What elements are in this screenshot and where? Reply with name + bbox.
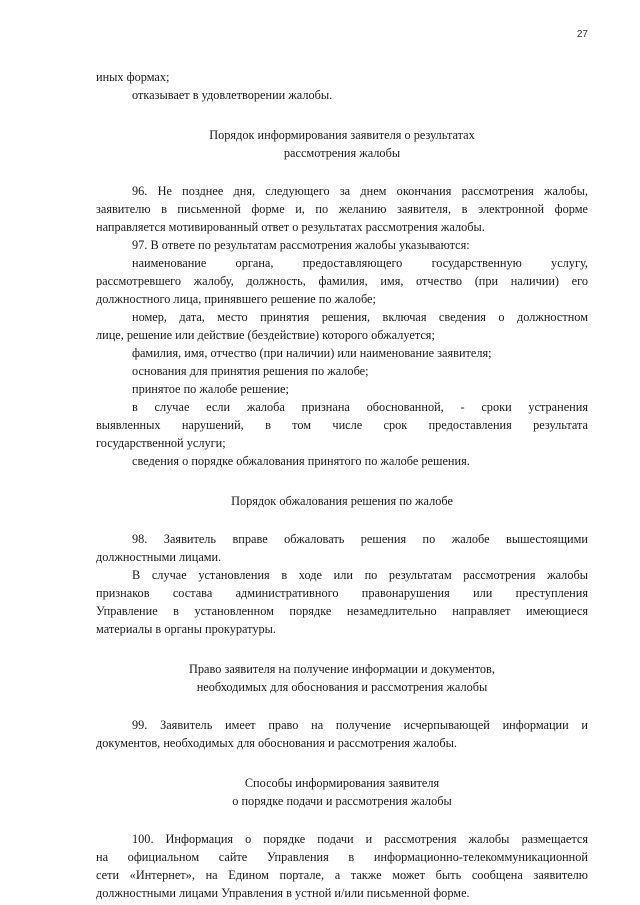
paragraph-line: Управление в установленном порядке незамедлительно направляет имеющиеся [96,604,588,618]
paragraph-97 [96,236,588,470]
list-item-line: лице, решение или действие (бездействие) которого обжалуется; [96,328,435,342]
list-item-line: выявленных нарушений, в том числе срок предоставления результата [96,418,588,432]
intro-line: иных формах; [96,70,170,84]
paragraph-line: 97. В ответе по результатам рассмотрения жалобы указываются: [132,238,470,252]
intro-line: отказывает в удовлетворении жалобы. [132,88,333,102]
list-item-line: государственной услуги; [96,436,226,450]
document-body [96,68,588,902]
paragraph-100 [96,830,588,902]
paragraph-line: 99. Заявитель имеет право на получение исчерпывающей информации и [132,718,588,732]
heading-line: Право заявителя на получение информации и документов, [189,662,495,676]
heading-line: Способы информирования заявителя [244,776,440,790]
paragraph-line: В случае установления в ходе или по результатам рассмотрения жалобы [132,568,588,582]
list-item-line: в случае если жалоба признана обоснованной, - сроки устранения [132,400,588,414]
paragraph-line: сети «Интернет», на Едином портале, а также может быть сообщена заявителю [96,868,588,882]
paragraph-line: документов, необходимых для обоснования и рассмотрения жалобы. [96,736,457,750]
paragraph-98 [96,530,588,638]
page-number: 27 [576,29,588,40]
heading-line: рассмотрения жалобы [283,146,401,160]
heading-line: Порядок информирования заявителя о результатах [209,128,475,142]
list-item-line: сведения о порядке обжалования принятого по жалобе решения. [132,454,470,468]
paragraph-99 [96,716,588,752]
list-item-line: фамилия, имя, отчество (при наличии) или наименование заявителя; [132,346,492,360]
heading-line: необходимых для обоснования и рассмотрения жалобы [196,680,488,694]
heading-line: о порядке подачи и рассмотрения жалобы [232,794,452,808]
paragraph-line: должностными лицами Управления в устной и/или письменной форме. [96,886,470,900]
paragraph-line: материалы в органы прокуратуры. [96,622,276,636]
heading-line: Порядок обжалования решения по жалобе [231,494,453,508]
paragraph-line: заявителю в письменной форме и, по желанию заявителя, в электронной форме [96,202,588,216]
paragraph-line: 100. Информация о порядке подачи и рассмотрения жалобы размещается [132,832,588,846]
paragraph-line: 98. Заявитель вправе обжаловать решения по жалобе вышестоящими [132,532,588,546]
list-item-line: принятое по жалобе решение; [132,382,289,396]
list-item-line: наименование органа, предоставляющего государственную услугу, [132,256,588,270]
paragraph-line: признаков состава административного правонарушения или преступления [96,586,588,600]
section-heading-right-to-info [96,660,588,696]
section-heading-appeal [96,492,588,510]
section-heading-informing [96,126,588,162]
list-item-line: рассмотревшего жалобу, должность, фамилия, имя, отчество (при наличии) его [96,274,588,288]
section-heading-ways-of-informing [96,774,588,810]
list-item-line: номер, дата, место принятия решения, включая сведения о должностном [132,310,588,324]
paragraph-96 [96,182,588,236]
list-item-line: основания для принятия решения по жалобе; [132,364,369,378]
list-item-line: должностного лица, принявшего решение по жалобе; [96,292,376,306]
paragraph-line: направляется мотивированный ответ о результатах рассмотрения жалобы. [96,220,485,234]
paragraph-line: должностными лицами. [96,550,222,564]
paragraph-line: на официальном сайте Управления в информационно-телекоммуникационной [96,850,588,864]
paragraph-line: 96. Не позднее дня, следующего за днем окончания рассмотрения жалобы, [132,184,588,198]
